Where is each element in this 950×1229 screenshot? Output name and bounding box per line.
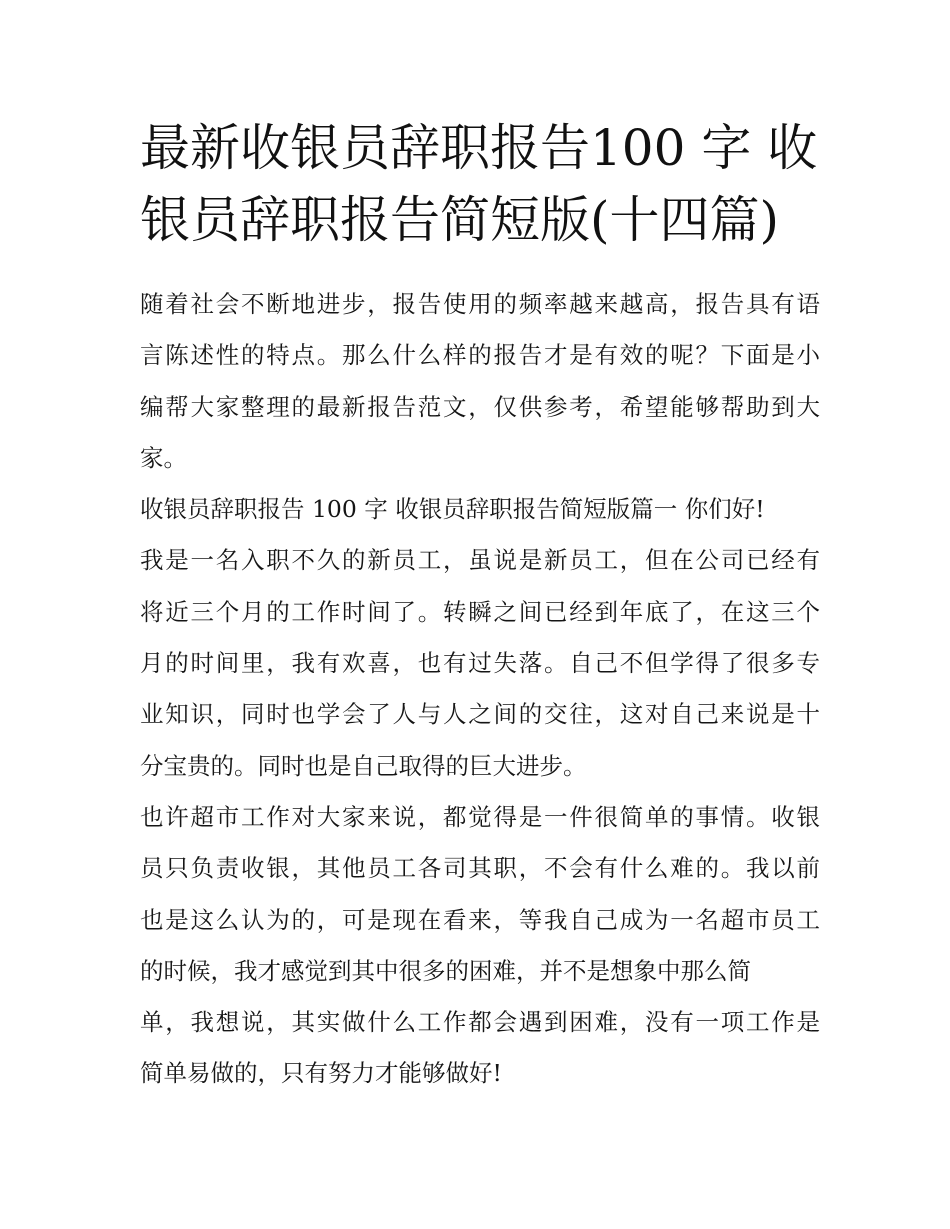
body-line: 单，我想说，其实做什么工作都会遇到困难，没有一项工作是 (140, 1008, 820, 1037)
body-line: 言陈述性的特点。那么什么样的报告才是有效的呢？下面是小 (140, 341, 820, 370)
body-line: 简单易做的，只有努力才能够做好! (140, 1059, 502, 1088)
body-line: 月的时间里，我有欢喜，也有过失落。自己不但学得了很多专 (140, 649, 820, 678)
body-line: 家。 (140, 443, 187, 472)
body-line: 也许超市工作对大家来说，都觉得是一件很简单的事情。收银 (140, 802, 820, 831)
body-line: 收银员辞职报告 100 字 收银员辞职报告简短版篇一 你们好! (140, 495, 765, 524)
body-line: 编帮大家整理的最新报告范文，仅供参考，希望能够帮助到大 (140, 392, 820, 421)
body-line: 业知识，同时也学会了人与人之间的交往，这对自己来说是十 (140, 700, 820, 729)
document-title (140, 112, 820, 256)
body-line: 也是这么认为的，可是现在看来，等我自己成为一名超市员工 (140, 905, 820, 934)
document-body (140, 279, 820, 1100)
body-line: 我是一名入职不久的新员工，虽说是新员工，但在公司已经有 (140, 546, 820, 575)
body-line: 随着社会不断地进步，报告使用的频率越来越高，报告具有语 (140, 290, 820, 318)
body-line: 将近三个月的工作时间了。转瞬之间已经到年底了，在这三个 (140, 597, 820, 626)
body-line: 的时候，我才感觉到其中很多的困难，并不是想象中那么简 (140, 956, 751, 985)
title-line: 银员辞职报告简短版(十四篇) (140, 191, 780, 249)
body-line: 分宝贵的。同时也是自己取得的巨大进步。 (140, 751, 587, 780)
title-line: 最新收银员辞职报告100 字 收 (140, 119, 818, 177)
body-line: 员只负责收银，其他员工各司其职，不会有什么难的。我以前 (140, 854, 820, 883)
